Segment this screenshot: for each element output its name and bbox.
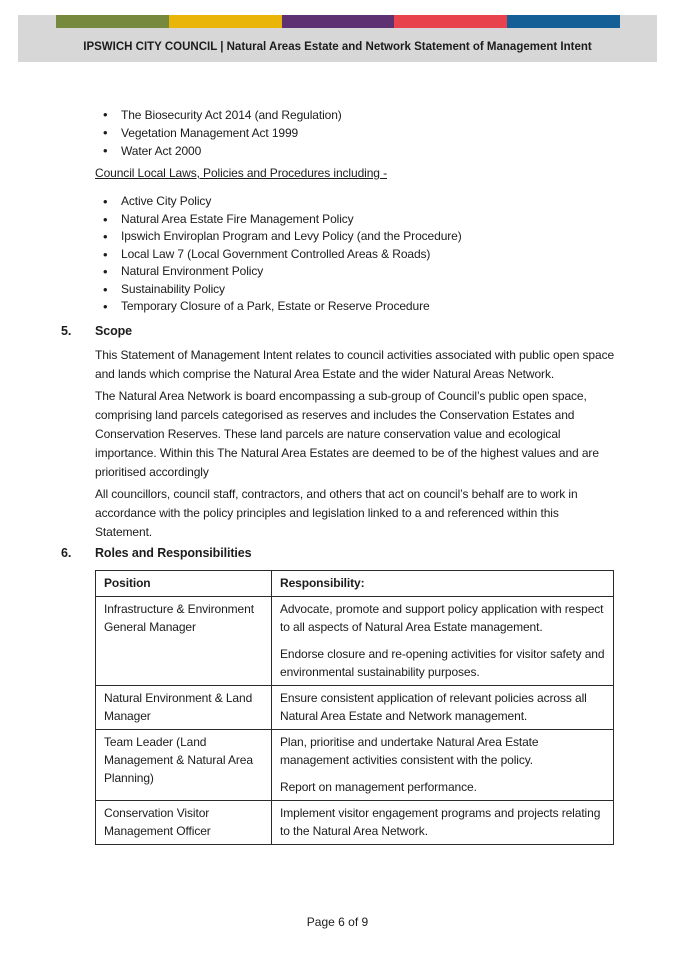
responsibility-cell [272, 596, 614, 685]
table-row [96, 685, 614, 729]
section-title: Scope [95, 323, 133, 338]
section-5-heading [61, 323, 617, 339]
brand-bar-segment-olive [56, 15, 169, 28]
position-cell: Infrastructure & Environment General Manager [96, 596, 272, 685]
document-header-title: IPSWICH CITY COUNCIL | Natural Areas Estate and Network Statement of Management Intent [83, 41, 592, 53]
brand-bar-segment-blue [507, 15, 620, 28]
responsibility-item: Endorse closure and re-opening activities for visitor safety and environmental sustainability purposes. [280, 646, 605, 679]
list-item: • Ipswich Enviroplan Program and Levy Policy (and the Procedure) [95, 228, 617, 246]
responsibility-cell [272, 729, 614, 800]
column-header-position: Position [96, 570, 272, 596]
brand-bar-segment-gold [169, 15, 282, 28]
responsibility-item: Ensure consistent application of relevant policies across all Natural Area Estate and Network management. [280, 690, 587, 723]
list-item: • Vegetation Management Act 1999 [95, 124, 617, 142]
section-number: 6. [61, 545, 72, 560]
local-laws-heading-text: Council Local Laws, Policies and Procedures including - [95, 166, 387, 180]
responsibility-item: Advocate, promote and support policy application with respect to all aspects of Natural Area Estate management. [280, 601, 604, 634]
legislation-list [95, 106, 617, 160]
roles-table [95, 570, 614, 845]
scope-paragraph-1: This Statement of Management Intent relates to council activities associated with public open space and lands which comprise the Natural Area Estate and the wider Natural Areas Network. [95, 347, 615, 381]
list-item: • Water Act 2000 [95, 142, 617, 160]
responsibility-cell [272, 685, 614, 729]
responsibility-item: Report on management performance. [280, 779, 477, 794]
position-cell: Conservation Visitor Management Officer [96, 800, 272, 844]
table-row [96, 596, 614, 685]
position-cell: Natural Environment & Land Manager [96, 685, 272, 729]
list-item: • Local Law 7 (Local Government Controlled Areas & Roads) [95, 246, 617, 264]
local-laws-list [95, 193, 617, 316]
table-row [96, 729, 614, 800]
table-row [96, 800, 614, 844]
brand-bar-segment-red [394, 15, 507, 28]
brand-bar-segment-purple [282, 15, 395, 28]
list-item: • Temporary Closure of a Park, Estate or Reserve Procedure [95, 298, 617, 316]
header-band [18, 15, 657, 62]
position-cell: Team Leader (Land Management & Natural Area Planning) [96, 729, 272, 800]
section-number: 5. [61, 323, 72, 338]
document-body [61, 106, 617, 845]
list-item: • Natural Area Estate Fire Management Policy [95, 211, 617, 229]
list-item: • Active City Policy [95, 193, 617, 211]
scope-paragraph-3: All councillors, council staff, contractors, and others that act on council’s behalf are to work in accordance with the policy principles and legislation linked to a and referenced within this Statement. [95, 486, 578, 539]
list-item: • The Biosecurity Act 2014 (and Regulation) [95, 106, 617, 124]
page-number: Page 6 of 9 [306, 915, 369, 929]
section-title: Roles and Responsibilities [95, 545, 252, 560]
responsibility-item: Implement visitor engagement programs and projects relating to the Natural Area Network. [280, 805, 601, 838]
local-laws-heading [95, 166, 617, 181]
list-item: • Natural Environment Policy [95, 263, 617, 281]
brand-color-bar [56, 15, 620, 28]
scope-paragraph-2: The Natural Area Network is board encompassing a sub-group of Council’s public open space, comprising land parcels categorised as reserves and includes the Conservation Estates and Conservation Reserves. These land parcels are nature conservation value and ecological importance. Within this The Natural Area Estates are deemed to be of the highest values and are prioritised accordingly [95, 388, 599, 479]
responsibility-cell [272, 800, 614, 844]
section-6-heading [61, 545, 617, 561]
table-header-row [96, 570, 614, 596]
list-item: • Sustainability Policy [95, 281, 617, 299]
column-header-responsibility: Responsibility: [272, 570, 614, 596]
responsibility-item: Plan, prioritise and undertake Natural Area Estate management activities consistent with the policy. [280, 734, 539, 767]
